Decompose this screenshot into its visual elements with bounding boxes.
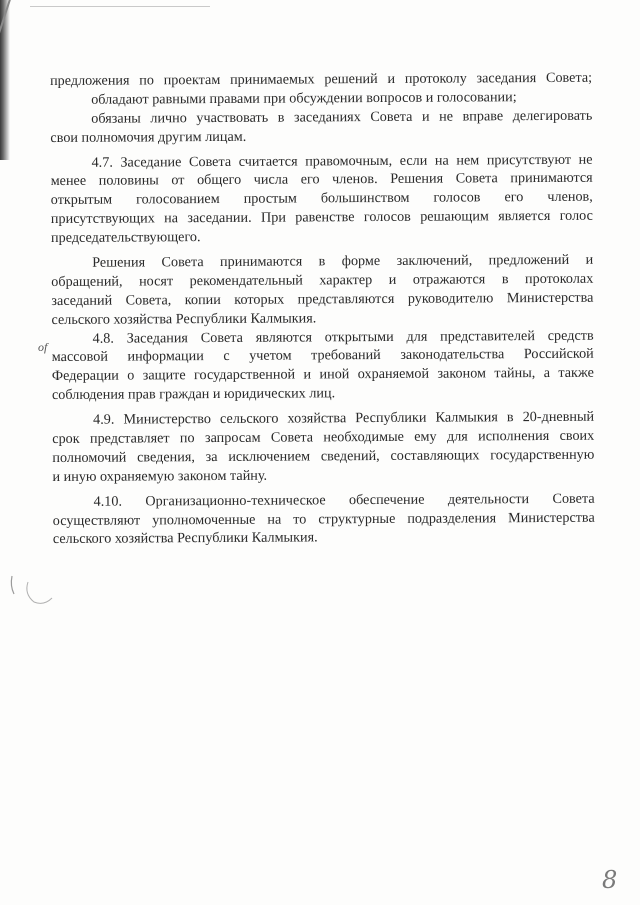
- text-line: открытым голосованием простым большинством голосов его членов,: [50, 189, 593, 209]
- text-line: заседаний Совета, копии которых представляются руководителю Министерства: [51, 289, 594, 309]
- pencil-scribble-mark: [8, 572, 58, 612]
- text-line: обладают равными правами при обсуждении вопросов и голосовании;: [91, 89, 517, 108]
- text-line: 4.8. Заседания Совета являются открытыми для представителей средств: [92, 327, 594, 347]
- text-line: обязаны лично участвовать в заседаниях Совета и не вправе делегировать: [91, 107, 593, 127]
- text-line: срок представляет по запросам Совета необходимые ему для исполнения своих: [52, 427, 595, 448]
- text-line: обращений, носят рекомендательный характер и отражаются в протоколах: [51, 270, 594, 290]
- text-line: 4.9. Министерство сельского хозяйства Республики Калмыкия в 20-дневный: [93, 408, 595, 428]
- text-line: массовой информации с учетом требований законодательства Российской: [51, 346, 594, 366]
- text-line: предложения по проектам принимаемых решений и протоколу заседания Совета;: [50, 69, 593, 89]
- text-line: и иную охраняемую законом тайну.: [52, 467, 268, 485]
- margin-note: of: [38, 340, 48, 354]
- text-line: председательствующего.: [50, 229, 201, 247]
- page-number: 8: [602, 866, 618, 894]
- document-body: [50, 69, 595, 550]
- text-line: менее половины от общего числа его членов. Решения Совета принимаются: [50, 170, 593, 190]
- text-line: свои полномочия другим лицам.: [50, 128, 247, 146]
- text-line: сельского хозяйства Республики Калмыкия.: [51, 310, 317, 328]
- text-line: Решения Совета принимаются в форме заключений, предложений и: [92, 251, 594, 271]
- scan-top-line-artifact: [30, 6, 210, 7]
- text-line: 4.10. Организационно-техническое обеспечение деятельности Совета: [93, 490, 595, 510]
- text-line: присутствующих на заседании. При равенстве голосов решающим является голос: [50, 207, 593, 228]
- text-line: 4.7. Заседание Совета считается правомочным, если на нем присутствуют не: [91, 151, 593, 171]
- text-line: полномочий сведения, за исключением сведений, составляющих государственную: [52, 446, 595, 466]
- text-line: соблюдения прав граждан и юридических лиц.: [51, 385, 336, 404]
- text-line: Федерации о защите государственной и иной охраняемой законом тайны, а также: [51, 365, 594, 385]
- text-line: сельского хозяйства Республики Калмыкия.: [52, 529, 318, 548]
- text-line: осуществляют уполномоченные на то структурные подразделения Министерства: [52, 509, 595, 529]
